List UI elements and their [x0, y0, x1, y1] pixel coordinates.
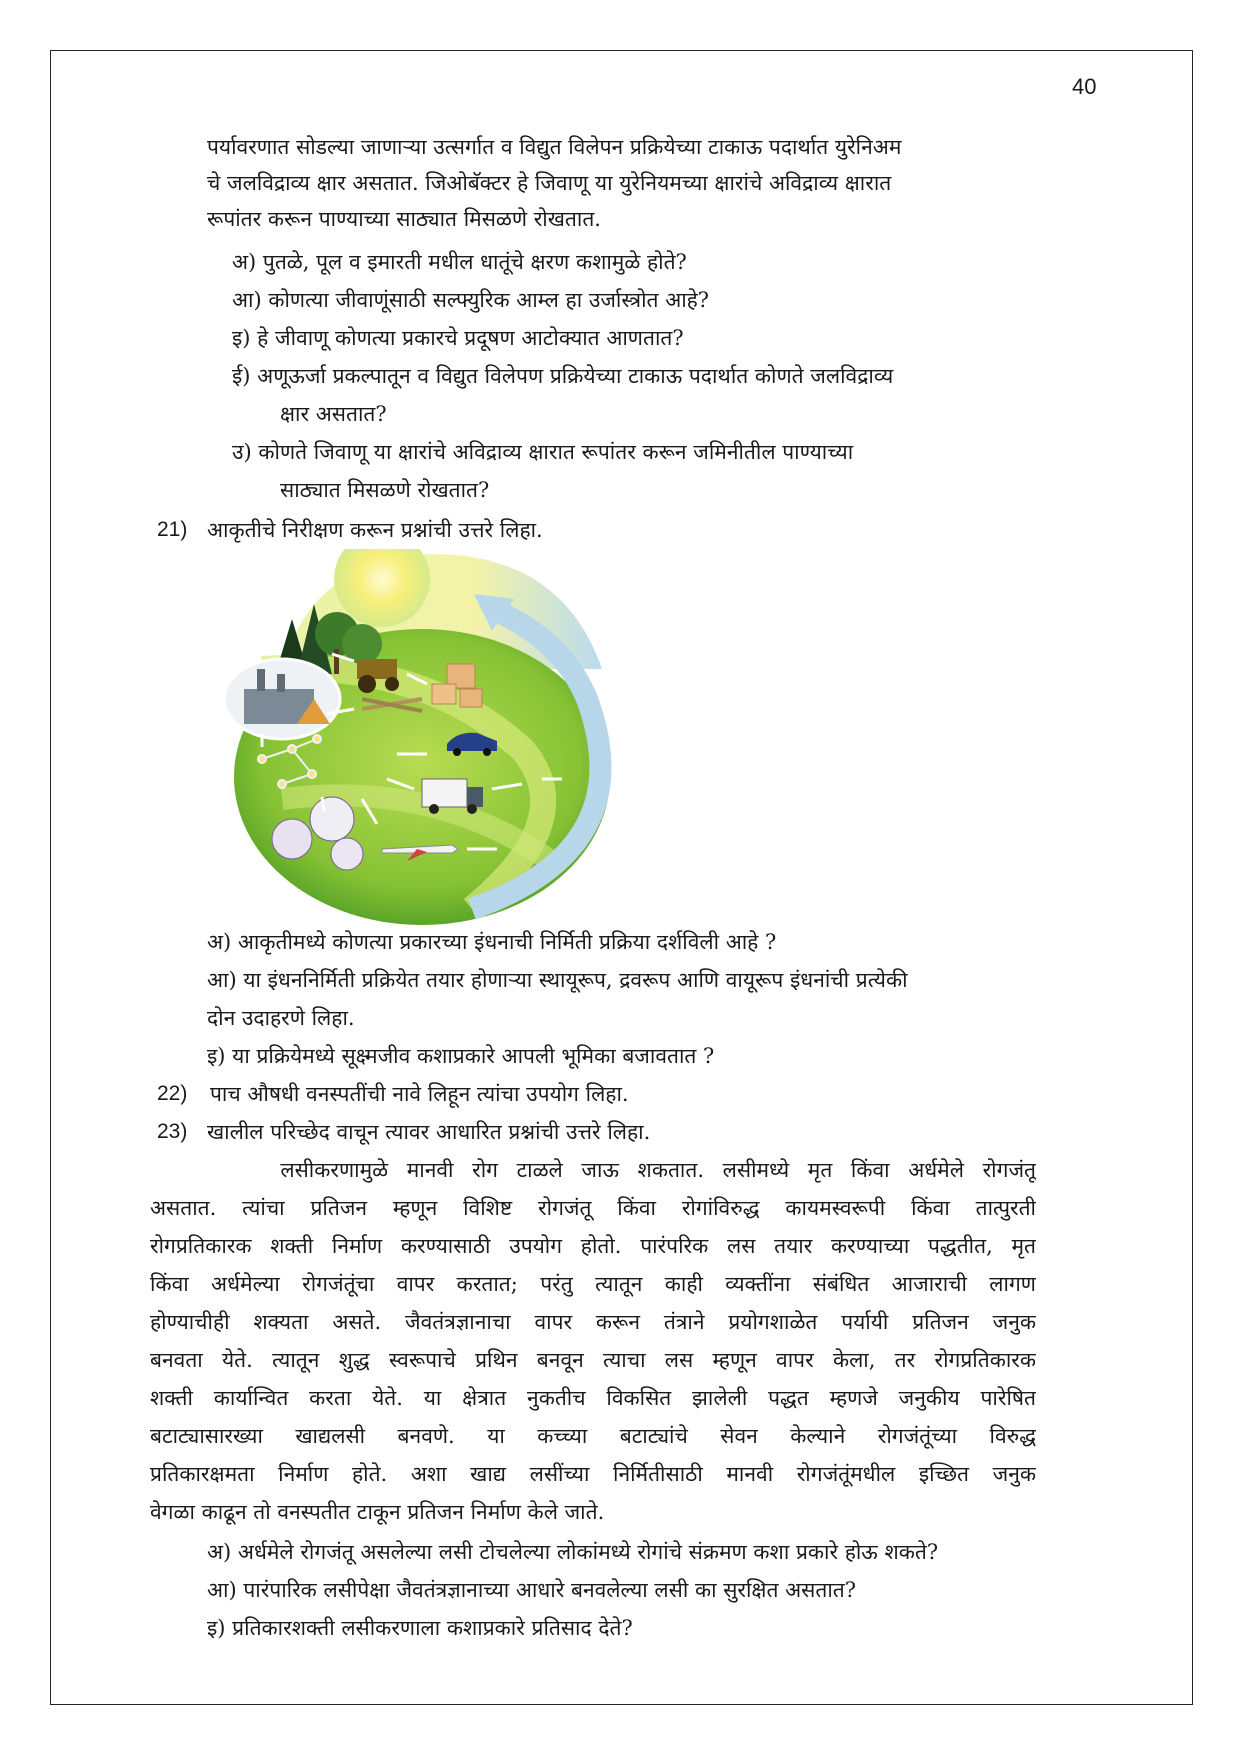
passage-line-6: बनवता येते. त्यातून शुद्ध स्वरूपाचे प्रथिन बनवून त्याचा लस म्हणून वापर केला, तर रोगप्रतिकारक — [150, 1348, 1036, 1372]
q20-sub-ii-cont: क्षार असतात? — [280, 402, 387, 426]
q22-number: 22) — [157, 1082, 188, 1105]
q23-text: खालील परिच्छेद वाचून त्यावर आधारित प्रश्नांची उत्तरे लिहा. — [207, 1120, 651, 1144]
q23-sub-aa: आ) पारंपारिक लसीपेक्षा जैवतंत्रज्ञानाच्या आधारे बनवलेल्या लसी का सुरक्षित असतात? — [207, 1578, 857, 1602]
q20-sub-u-cont: साठ्यात मिसळणे रोखतात? — [280, 478, 490, 502]
q23-sub-i: इ) प्रतिकारशक्ती लसीकरणाला कशाप्रकारे प्रतिसाद देते? — [207, 1616, 633, 1640]
passage-line-4: किंवा अर्धमेल्या रोगजंतूंचा वापर करतात; परंतु त्यातून काही व्यक्तींना संबंधित आजाराची लागण — [150, 1272, 1036, 1296]
intro-line-1: पर्यावरणात सोडल्या जाणाऱ्या उत्सर्गात व विद्युत विलेपन प्रक्रियेच्या टाकाऊ पदार्थात युरेनिअम — [207, 135, 902, 159]
passage-line-10: वेगळा काढून तो वनस्पतीत टाकून प्रतिजन निर्माण केले जाते. — [150, 1500, 605, 1524]
q21-number: 21) — [157, 518, 188, 541]
q20-sub-a: अ) पुतळे, पूल व इमारती मधील धातूंचे क्षरण कशामुळे होते? — [232, 250, 687, 274]
passage-line-1: लसीकरणामुळे मानवी रोग टाळले जाऊ शकतात. लसीमध्ये मृत किंवा अर्धमेले रोगजंतू — [150, 1158, 1036, 1182]
q21-sub-a: अ) आकृतीमध्ये कोणत्या प्रकारच्या इंधनाची निर्मिती प्रक्रिया दर्शविली आहे ? — [207, 930, 777, 954]
q21-sub-aa: आ) या इंधननिर्मिती प्रक्रियेत तयार होणाऱ्या स्थायूरूप, द्रवरूप आणि वायूरूप इंधनांची प्रत्येकी — [207, 968, 908, 992]
intro-line-3: रूपांतर करून पाण्याच्या साठ्यात मिसळणे रोखतात. — [207, 207, 601, 231]
q21-sub-i: इ) या प्रक्रियेमध्ये सूक्ष्मजीव कशाप्रकारे आपली भूमिका बजावतात ? — [207, 1044, 715, 1068]
passage-line-9: प्रतिकारक्षमता निर्माण होते. अशा खाद्य लसींच्या निर्मितीसाठी मानवी रोगजंतूंमधील इच्छित जनुक — [150, 1462, 1036, 1486]
q21-sub-aa-cont: दोन उदाहरणे लिहा. — [207, 1006, 355, 1030]
passage-line-3: रोगप्रतिकारक शक्ती निर्माण करण्यासाठी उपयोग होतो. पारंपरिक लस तयार करण्याच्या पद्धतीत, मृत — [150, 1234, 1036, 1258]
page-number: 40 — [1072, 74, 1097, 99]
q23-number: 23) — [157, 1120, 188, 1143]
passage-line-5: होण्याचीही शक्यता असते. जैवतंत्रज्ञानाचा वापर करून तंत्राने प्रयोगशाळेत पर्यायी प्रतिजन जनुक — [150, 1310, 1036, 1334]
q20-sub-ii: ई) अणूऊर्जा प्रकल्पातून व विद्युत विलेपण प्रक्रियेच्या टाकाऊ पदार्थात कोणते जलविद्राव्य — [232, 364, 894, 388]
q22-text: पाच औषधी वनस्पतींची नावे लिहून त्यांचा उपयोग लिहा. — [210, 1082, 629, 1106]
biofuel-cycle-illustration — [222, 549, 632, 927]
q21-text: आकृतीचे निरीक्षण करून प्रश्नांची उत्तरे लिहा. — [207, 518, 543, 542]
q20-sub-aa: आ) कोणत्या जीवाणूंसाठी सल्फ्युरिक आम्ल हा उर्जास्त्रोत आहे? — [232, 288, 710, 312]
passage-line-2: असतात. त्यांचा प्रतिजन म्हणून विशिष्ट रोगजंतू किंवा रोगांविरुद्ध कायमस्वरूपी किंवा तात्पुरती — [150, 1196, 1036, 1220]
intro-line-2: चे जलविद्राव्य क्षार असतात. जिओबॅक्टर हे जिवाणू या युरेनियमच्या क्षारांचे अविद्राव्य क्षारात — [207, 171, 892, 195]
q20-sub-u: उ) कोणते जिवाणू या क्षारांचे अविद्राव्य क्षारात रूपांतर करून जमिनीतील पाण्याच्या — [232, 440, 854, 464]
passage-line-8: बटाट्यासारख्या खाद्यलसी बनवणे. या कच्च्या बटाट्यांचे सेवन केल्याने रोगजंतूंच्या विरुद्ध — [150, 1424, 1036, 1448]
passage-line-7: शक्ती कार्यान्वित करता येते. या क्षेत्रात नुकतीच विकसित झालेली पद्धत म्हणजे जनुकीय पारेषित — [150, 1386, 1036, 1410]
q20-sub-i: इ) हे जीवाणू कोणत्या प्रकारचे प्रदूषण आटोक्यात आणतात? — [232, 326, 684, 350]
q23-sub-a: अ) अर्धमेले रोगजंतू असलेल्या लसी टोचलेल्या लोकांमध्ये रोगांचे संक्रमण कशा प्रकारे होऊ शकते? — [207, 1540, 939, 1564]
